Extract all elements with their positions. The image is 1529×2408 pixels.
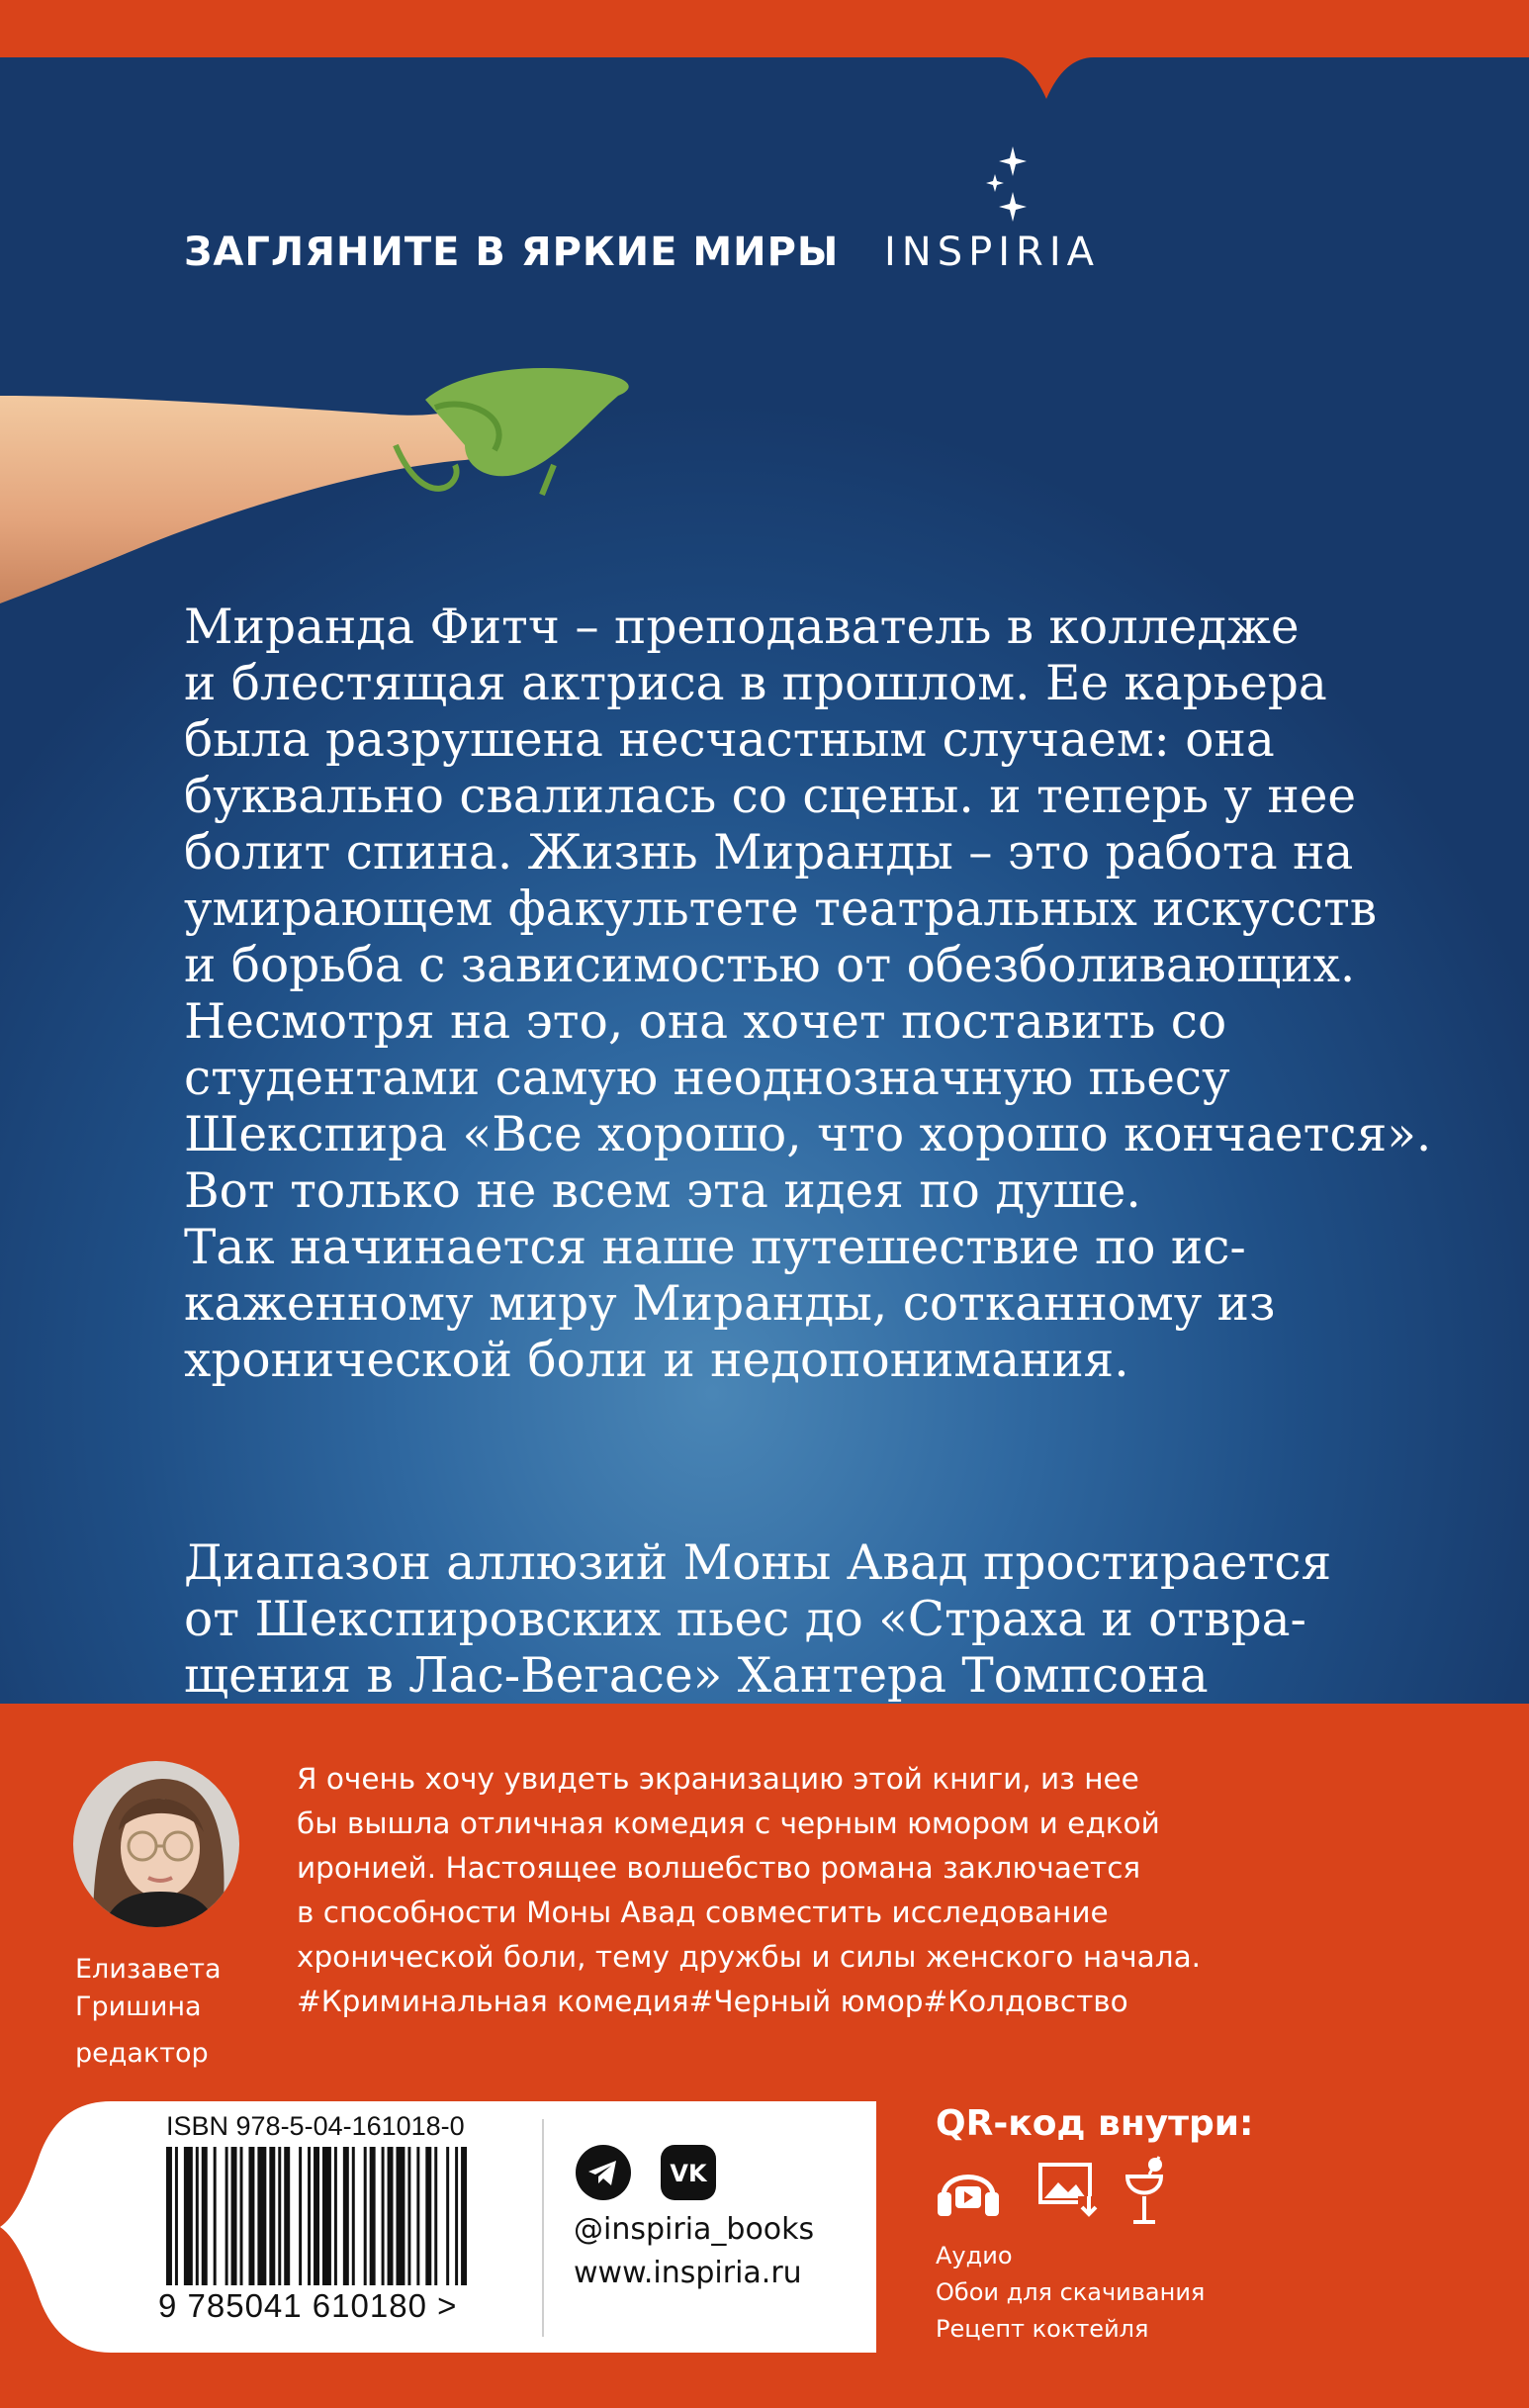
editor-role: редактор <box>75 2038 209 2069</box>
tagline: ЗАГЛЯНИТЕ В ЯРКИЕ МИРЫ <box>184 230 840 275</box>
description-paragraph-2 <box>184 1535 1371 1705</box>
barcode-bar <box>425 2147 431 2285</box>
quote-line: хронической боли, тему дружбы и силы женского начала. <box>297 1940 1202 1974</box>
quote-line: бы вышла отличная комедия с черным юмором и едкой <box>297 1806 1160 1840</box>
description-line: хронической боли и недопонимания. <box>184 1333 1129 1388</box>
editor-first-name: Елизавета <box>75 1954 222 1985</box>
audio-icon <box>936 2157 1001 2222</box>
hashtags: #Криминальная комедия#Черный юмор#Колдовство <box>297 1985 1128 2018</box>
description-line: умирающем факультете театральных искусств <box>184 881 1378 937</box>
description-line: Диапазон аллюзий Моны Авад простирается <box>184 1535 1332 1591</box>
sparkle-icon <box>985 146 1033 226</box>
description-line: Так начинается наше путешествие по ис- <box>184 1220 1246 1275</box>
top-notch-shape <box>0 0 1529 139</box>
barcode-bar <box>334 2147 337 2285</box>
quote-line: в способности Моны Авад совместить исследование <box>297 1896 1109 1929</box>
barcode-bar <box>382 2147 385 2285</box>
barcode-bar <box>278 2147 281 2285</box>
description-line: болит спина. Жизнь Миранды – это работа на <box>184 825 1354 880</box>
qr-title: QR-код внутри: <box>936 2103 1254 2144</box>
barcode-bar <box>284 2147 290 2285</box>
description-line: буквально свалилась со сцены. и теперь у нее <box>184 769 1357 824</box>
barcode-bar <box>175 2147 178 2285</box>
brand-logo: INSPIRIA <box>884 230 1100 275</box>
editor-avatar <box>73 1761 239 1927</box>
editor-quote <box>297 1757 1484 2024</box>
box-divider <box>542 2119 544 2337</box>
qr-item-cocktail: Рецепт коктейля <box>936 2315 1149 2343</box>
description-line: Несмотря на это, она хочет поставить со <box>184 994 1227 1050</box>
social-handle[interactable]: @inspiria_books <box>574 2212 815 2247</box>
barcode-bar <box>370 2147 376 2285</box>
barcode-bar <box>388 2147 394 2285</box>
barcode-bar <box>364 2147 367 2285</box>
leg-illustration <box>0 356 653 613</box>
description-line: Шекспира «Все хорошо, что хорошо кончается». <box>184 1107 1432 1162</box>
qr-item-wallpapers: Обои для скачивания <box>936 2278 1206 2306</box>
barcode-bar <box>166 2147 172 2285</box>
barcode-bar <box>248 2147 254 2285</box>
left-notch-shape <box>0 2101 119 2353</box>
barcode-bar <box>225 2147 228 2285</box>
description-line: щения в Лас-Вегасе» Хантера Томпсона <box>184 1648 1209 1704</box>
description-paragraph-1 <box>184 600 1432 1389</box>
barcode-bar <box>446 2147 449 2285</box>
wallpaper-icon <box>1038 2161 1104 2222</box>
isbn-label: ISBN 978-5-04-161018-0 <box>166 2111 465 2141</box>
barcode-bar <box>455 2147 458 2285</box>
barcode-bar <box>461 2147 467 2285</box>
barcode-bar <box>257 2147 266 2285</box>
barcode-bar <box>240 2147 243 2285</box>
barcode-bar <box>407 2147 410 2285</box>
qr-items-list <box>936 2238 1205 2348</box>
barcode-bar <box>416 2147 419 2285</box>
editor-last-name: Гришина <box>75 1991 202 2022</box>
description-line: была разрушена несчастным случаем: она <box>184 712 1275 768</box>
editor-name <box>75 1951 222 2026</box>
cocktail-icon <box>1122 2153 1167 2228</box>
quote-line: иронией. Настоящее волшебство романа заключается <box>297 1851 1141 1885</box>
description-line: Вот только не всем эта идея по душе. <box>184 1163 1141 1219</box>
barcode-bar <box>352 2147 355 2285</box>
description-line: студентами самую неоднозначную пьесу <box>184 1051 1230 1106</box>
barcode-bar <box>202 2147 208 2285</box>
description-line: Миранда Фитч – преподаватель в колледже <box>184 600 1300 655</box>
barcode-bar <box>269 2147 275 2285</box>
barcode <box>166 2147 473 2285</box>
qr-item-audio: Аудио <box>936 2242 1013 2269</box>
barcode-bar <box>322 2147 331 2285</box>
barcode-bar <box>343 2147 349 2285</box>
description-line: и борьба с зависимостью от обезболивающих. <box>184 938 1356 993</box>
barcode-bar <box>196 2147 199 2285</box>
vk-icon[interactable] <box>661 2145 716 2200</box>
barcode-bar <box>397 2147 405 2285</box>
barcode-bar <box>314 2147 319 2285</box>
barcode-number: 9 785041 610180 > <box>158 2287 458 2324</box>
description-line: от Шекспировских пьес до «Страха и отвра- <box>184 1592 1306 1647</box>
barcode-bar <box>434 2147 437 2285</box>
barcode-bar <box>231 2147 237 2285</box>
description-line: каженному миру Миранды, сотканному из <box>184 1276 1276 1332</box>
telegram-icon[interactable] <box>576 2145 631 2200</box>
barcode-bar <box>214 2147 217 2285</box>
quote-line: Я очень хочу увидеть экранизацию этой книги, из нее <box>297 1762 1139 1796</box>
barcode-bar <box>299 2147 302 2285</box>
barcode-bar <box>308 2147 311 2285</box>
description-line: и блестящая актриса в прошлом. Ее карьера <box>184 656 1327 711</box>
svg-text:VK: VK <box>670 2160 707 2187</box>
barcode-bar <box>184 2147 193 2285</box>
website-link[interactable]: www.inspiria.ru <box>574 2256 802 2290</box>
